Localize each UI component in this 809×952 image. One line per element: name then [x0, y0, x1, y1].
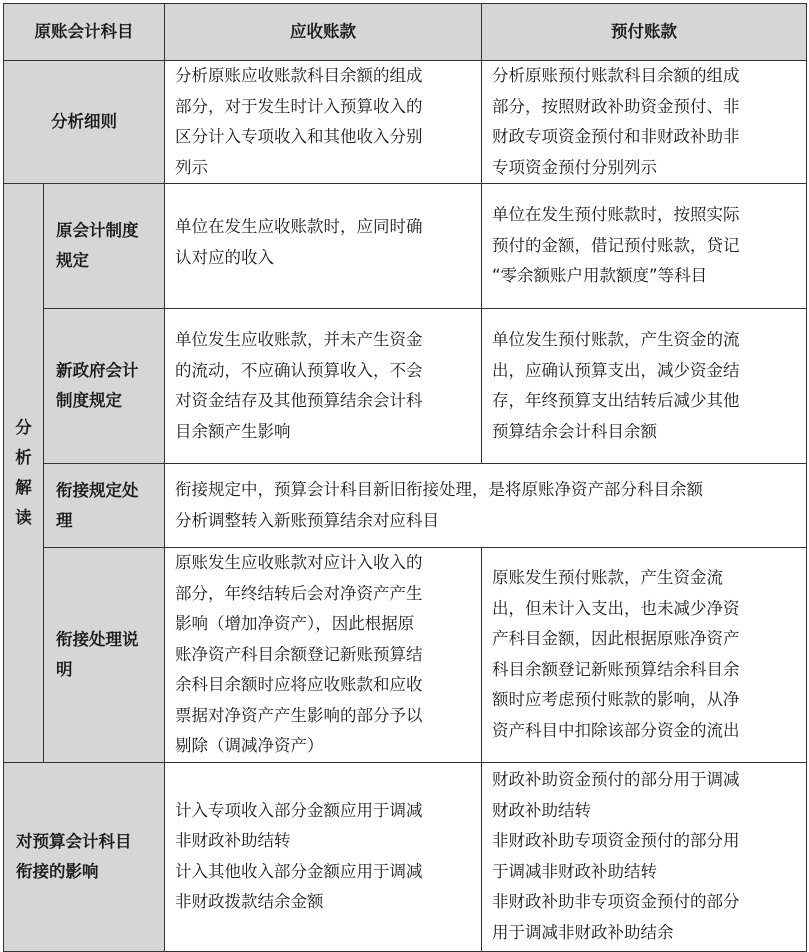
analysis-rules-receivable: 分析原账应收账款科目余额的组成 部分，对于发生时计入预算收入的 区分计入专项收入和其他收入分别 列示 — [165, 61, 482, 184]
new-system-receivable: 单位发生应收账款，并未产生资金 的流动，不应确认预算收入，不会 对资金结存及其他预算结余会计科 目余额产生影响 — [165, 309, 482, 464]
transition-rule-text: 衔接规定中，预算会计科目新旧衔接处理，是将原账净资产部分科目余额 分析调整转入新账预算结余对应科目 — [165, 464, 807, 548]
row-analysis-rules — [4, 61, 807, 184]
row-new-system — [4, 309, 807, 464]
label-analysis-rules: 分析细则 — [4, 61, 165, 184]
transition-note-prepaid: 原账发生预付账款，产生资金流 出，但未计入支出，也未减少净资 产科目金额，因此根据原账净资产 科目余额登记新账预算结余科目余 额时应考虑预付账款的影响，从净 资产科目中扣除该部分资金的流出 — [482, 548, 807, 763]
transition-note-receivable: 原账发生应收账款对应计入收入的 部分，年终结转后会对净资产产生 影响（增加净资产），因此根据原 账净资产科目余额登记新账预算结 余科目余额时应将应收账款和应收 票据对净资产产生影响的部分予以 剔除（调减净资产） — [165, 548, 482, 763]
table-header-row — [4, 4, 807, 61]
row-transition-rule — [4, 464, 807, 548]
label-interpretation-group: 分 析 解 读 — [4, 184, 44, 763]
row-old-system — [4, 184, 807, 309]
header-original-account: 原账会计科目 — [4, 4, 165, 61]
label-impact: 对预算会计科目 衔接的影响 — [4, 762, 165, 951]
analysis-rules-prepaid: 分析原账预付账款科目余额的组成 部分，按照财政补助资金预付、非 财政专项资金预付和非财政补助非 专项资金预付分别列示 — [482, 61, 807, 184]
row-impact — [4, 762, 807, 951]
old-system-prepaid: 单位在发生预付账款时，按照实际 预付的金额，借记预付账款，贷记 “零余额账户用款额度”等科目 — [482, 184, 807, 309]
header-accounts-receivable: 应收账款 — [165, 4, 482, 61]
accounting-comparison-table — [3, 3, 807, 952]
label-old-system: 原会计制度 规定 — [44, 184, 165, 309]
label-transition-note: 衔接处理说 明 — [44, 548, 165, 763]
new-system-prepaid: 单位发生预付账款，产生资金的流 出，应确认预算支出，减少资金结 存，年终预算支出结转后减少其他 预算结余会计科目余额 — [482, 309, 807, 464]
row-transition-note — [4, 548, 807, 763]
label-transition-rule: 衔接规定处 理 — [44, 464, 165, 548]
header-prepayments: 预付账款 — [482, 4, 807, 61]
impact-receivable: 计入专项收入部分金额应用于调减 非财政补助结转 计入其他收入部分金额应用于调减 非财政拨款结余金额 — [165, 762, 482, 951]
impact-prepaid: 财政补助资金预付的部分用于调减 财政补助结转 非财政补助专项资金预付的部分用 于调减非财政补助结转 非财政补助非专项资金预付的部分 用于调减非财政补助结余 — [482, 762, 807, 951]
old-system-receivable: 单位在发生应收账款时，应同时确 认对应的收入 — [165, 184, 482, 309]
label-new-system: 新政府会计 制度规定 — [44, 309, 165, 464]
